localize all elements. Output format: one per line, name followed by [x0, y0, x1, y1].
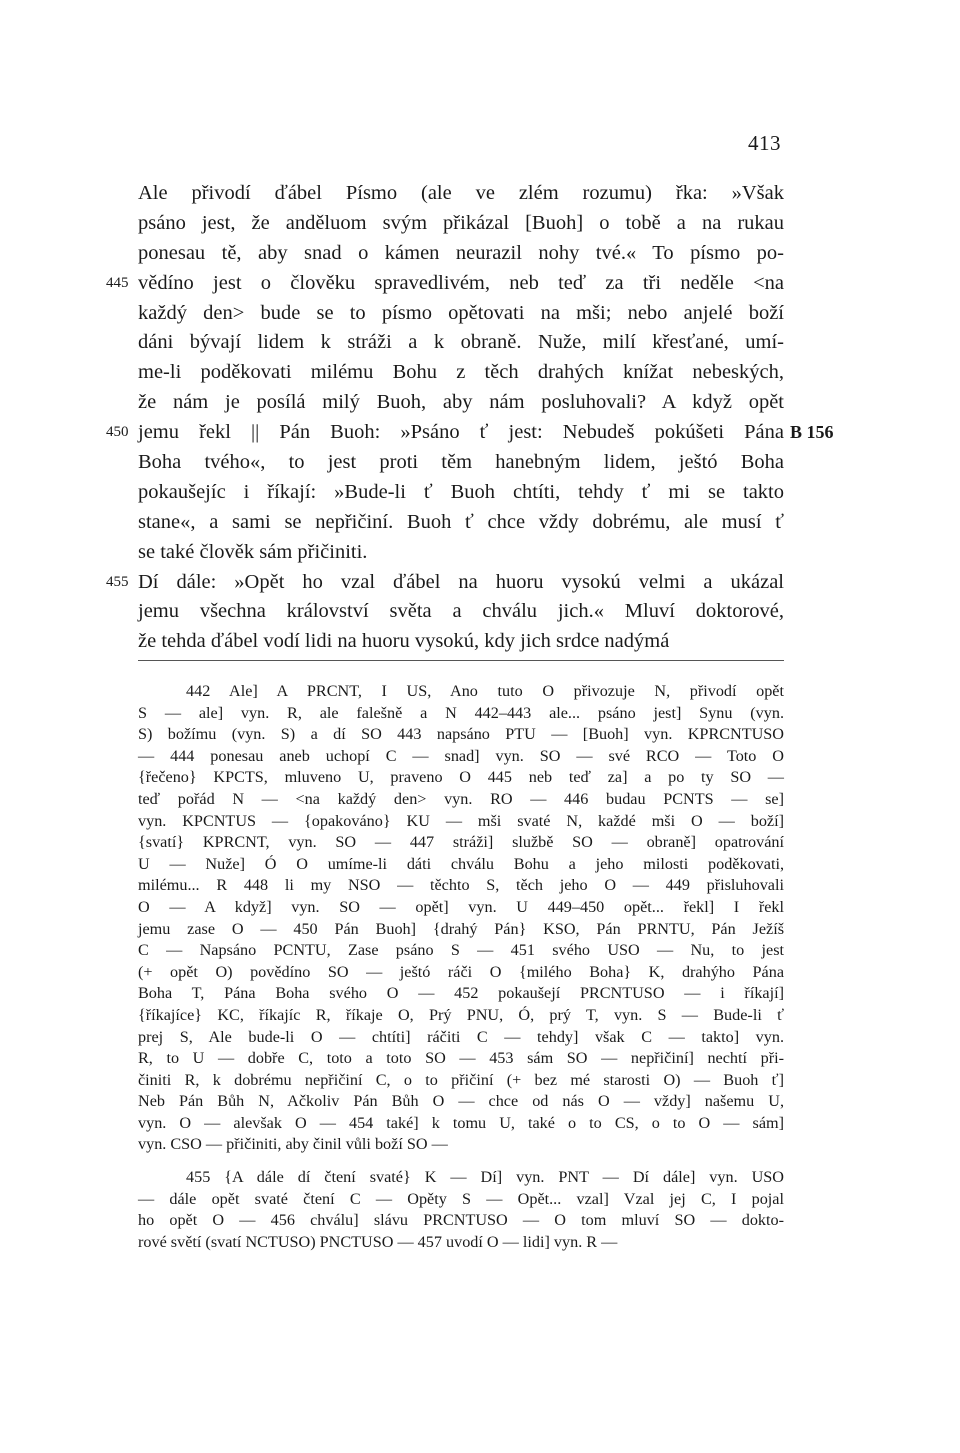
text-line [138, 508, 784, 538]
apparatus-line: prej S, Ale bude-li O — chtíti] ráčiti C — tehdy] však C — takto] vyn. [138, 1027, 784, 1046]
line-number: 455 [106, 573, 129, 590]
text-line [138, 448, 784, 478]
line-text: jemu všechna království světa a chválu jich.« Mluví doktorové, [138, 600, 784, 623]
line-text: že nám je posílá milý Buoh, aby nám posluhovali? A když opět [138, 391, 784, 414]
text-line [106, 418, 834, 448]
footnote-divider [138, 660, 784, 661]
page-number: 413 [748, 131, 781, 155]
apparatus-line: ho opět O — 456 chválu] slávu PRCNTUSO — O tom mluví SO — dokto- [138, 1211, 784, 1230]
line-text: jemu řekl || Pán Buoh: »Psáno ť jest: Nebudeš pokúšeti Pána [138, 421, 784, 444]
apparatus-line: U — Nuže] Ó O umíme-li dáti chválu Bohu a jeho milosti poděkovati, [138, 854, 784, 873]
text-line [106, 568, 784, 598]
apparatus-line: S) božímu (vyn. S) a dí SO 443 napsáno PTU — [Buoh] vyn. KPRCNTUSO [138, 725, 784, 744]
text-line [138, 328, 784, 358]
text-line [138, 597, 784, 627]
apparatus-line: {řečeno} KPCTS, mluveno U, praveno O 445 neb teď za] a po ty SO — [138, 768, 784, 787]
apparatus-line: — 444 ponesau aneb uchopí C — snad] vyn. SO — své RCO — Toto O [138, 746, 784, 765]
apparatus-line: O — A když] vyn. SO — opět] vyn. U 449–450 opět... řekl] I řekl [138, 897, 784, 916]
margin-reference: B 156 [790, 422, 834, 443]
apparatus-line: 455 {A dále dí čtení svaté} K — Dí] vyn. PNT — Dí dále] vyn. USO [186, 1168, 784, 1187]
critical-apparatus [138, 681, 784, 1253]
apparatus-line: — dále opět svaté čtení C — Opěty S — Opět... vzal] Vzal jej C, I pojal [138, 1189, 784, 1208]
text-line [138, 538, 784, 568]
text-line [138, 179, 784, 209]
line-text: že tehda ďábel vodí lidi na huoru vysokú, kdy jich srdce nadýmá [138, 630, 670, 653]
apparatus-line: vyn. O — alevšak O — 454 také] k tomu U, také o to CS, o to O — sám] [138, 1113, 784, 1132]
apparatus-line: C — Napsáno PCNTU, Zase psáno S — 451 svého USO — Nu, to jest [138, 941, 784, 960]
apparatus-line: vyn. CSO — přičiniti, aby činil vůli boží SO — [138, 1135, 448, 1154]
apparatus-line: milému... R 448 li my NSO — těchto S, těch jeho O — 449 přisluhovali [138, 876, 784, 895]
apparatus-block-455 [138, 1167, 784, 1253]
text-line [138, 627, 784, 657]
apparatus-block-442 [138, 681, 784, 1156]
main-text [106, 179, 834, 657]
apparatus-line: R, to U — dobře C, toto a toto SO — 453 sám SO — nepřičiní] nechtí při- [138, 1049, 784, 1068]
apparatus-line: jemu zase O — 450 Pán Buoh] {drahý Pán} KSO, Pán PRNTU, Pán Ježíš [138, 919, 784, 938]
line-text: každý den> bude se to písmo opětovati na mši; nebo anjelé boží [138, 301, 784, 324]
line-text: Ale přivodí ďábel Písmo (ale ve zlém rozumu) řka: »Však [138, 182, 784, 204]
text-line [138, 209, 784, 239]
text-line [138, 478, 784, 508]
apparatus-line: 442 Ale] A PRCNT, I US, Ano tuto O přivozuje N, přivodí opět [186, 682, 784, 700]
line-text: dáni bývají lidem k stráži a k obraně. Nuže, milí křesťané, umí- [138, 331, 784, 354]
apparatus-line: Boha T, Pána Boha svého O — 452 pokaušejí PRCNTUSO — i říkají] [138, 984, 784, 1003]
line-text: se také člověk sám přičiniti. [138, 540, 368, 563]
apparatus-line: (+ opět O) povědíno SO — ještó ráči O {milého Boha} K, drahýho Pána [138, 962, 784, 981]
line-text: me-li poděkovati milému Bohu z těch drahých knížat nebeských, [138, 361, 784, 384]
text-line [138, 239, 784, 269]
text-line [138, 358, 784, 388]
apparatus-line: činiti R, k dobrému nepřičiní C, o to přičiní (+ bez mé starosti O) — Buoh ť] [138, 1070, 784, 1089]
line-text: stane«, a sami se nepřičiní. Buoh ť chce vždy dobrému, ale musí ť [138, 510, 784, 533]
apparatus-line: Neb Pán Bůh N, Ačkoliv Pán Bůh O — chce od nás O — vždy] našemu U, [138, 1092, 784, 1111]
apparatus-line: S — ale] vyn. R, ale falešně a N 442–443 ale... psáno jest] Synu (vyn. [138, 703, 784, 722]
line-text: ponesau tě, aby snad o kámen neurazil nohy tvé.« To písmo po- [138, 241, 784, 264]
text-line [138, 388, 784, 418]
apparatus-line: vyn. KPCNTUS — {opakováno} KU — mši svaté N, každé mši O — boží] [138, 811, 784, 830]
apparatus-line: teď pořád N — <na každý den> vyn. RO — 446 budau PCNTS — se] [138, 789, 784, 808]
line-text: Boha tvého«, to jest proti těm hanebným lidem, ještó Boha [138, 451, 784, 474]
line-number: 445 [106, 274, 129, 291]
text-line [106, 269, 784, 299]
apparatus-gap [138, 1156, 784, 1167]
line-text: vědíno jest o člověku spravedlivém, neb teď za tři neděle <na [138, 271, 784, 294]
line-text: psáno jest, že anděluom svým přikázal [Buoh] o tobě a na rukau [138, 211, 784, 234]
line-text: Dí dále: »Opět ho vzal ďábel na huoru vysokú velmi a ukázal [138, 570, 784, 593]
apparatus-line: rové světí (svatí NCTUSO) PNCTUSO — 457 uvodí O — lidi] vyn. R — [138, 1232, 618, 1251]
line-text: pokaušejíc i říkají: »Bude-li ť Buoh chtíti, tehdy ť mi se takto [138, 480, 784, 503]
apparatus-line: {svatí} KPRCNT, vyn. SO — 447 stráži] službě SO — obraně] opatrování [138, 833, 784, 852]
apparatus-line: {říkajíce} KC, říkajíc R, říkaje O, Prý PNU, Ó, prý T, vyn. S — Bude-li ť [138, 1005, 784, 1024]
line-number: 450 [106, 424, 129, 441]
text-line [138, 299, 784, 329]
